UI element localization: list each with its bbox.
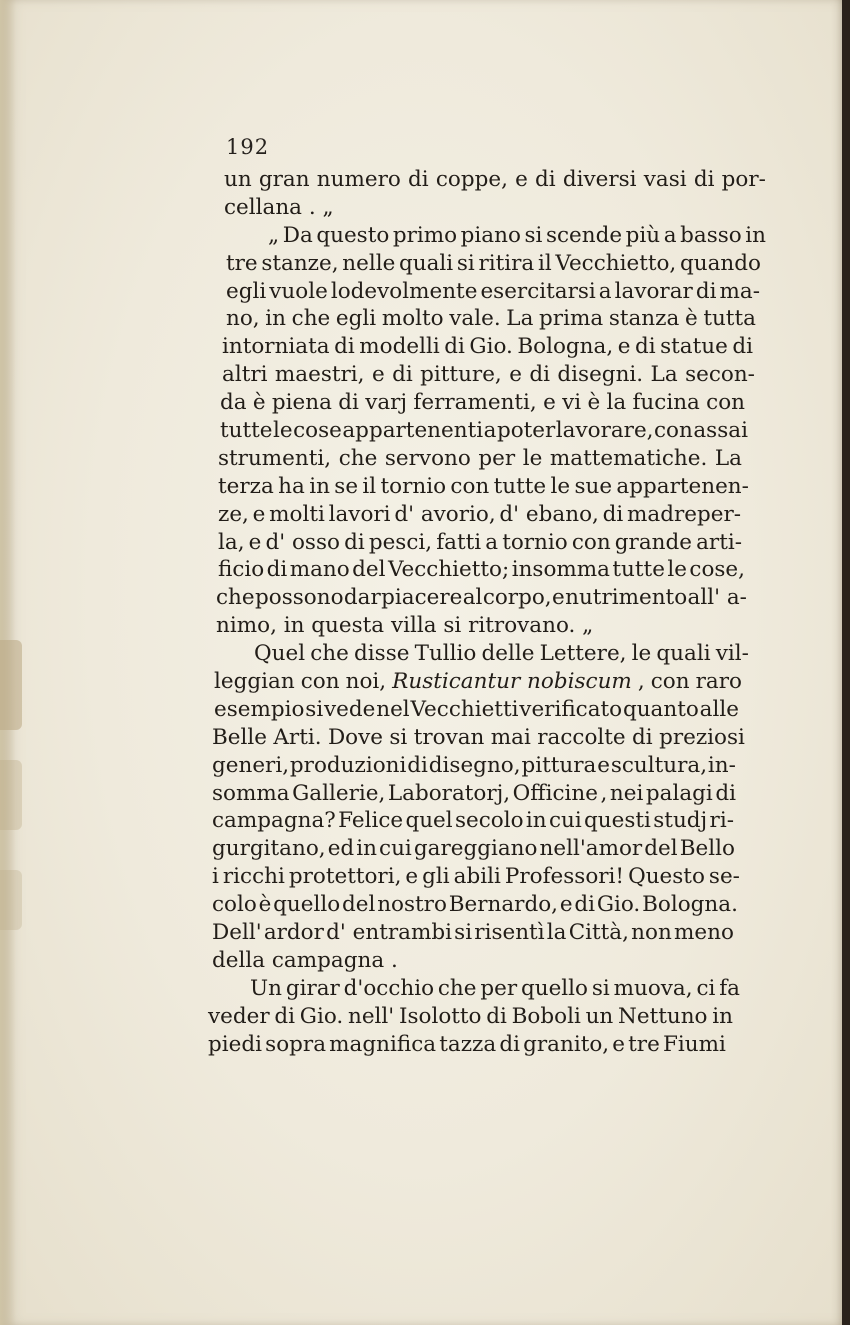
text-line: veder di Gio. nell' Isolotto di Boboli un Nettuno in <box>208 1003 733 1029</box>
text-line: Dell' ardor d' entrambi si risentì la Città, non meno <box>212 920 734 946</box>
text-line: la, e d' osso di pesci, fatti a tornio con grande arti- <box>218 529 742 555</box>
foxing-stain <box>0 760 22 830</box>
text-line: leggian con noi, Rusticantur nobiscum , con raro <box>214 669 742 695</box>
text-line: egli vuole lodevolmente esercitarsi a lavorar di ma- <box>226 278 760 304</box>
text-line: nimo, in questa villa si ritrovano. „ <box>216 613 594 639</box>
text-line: generi, produzioni di disegno, pittura e scultura, in- <box>212 752 736 778</box>
text-line: esempio si vede nel Vecchietti verificato quanto alle <box>214 696 739 722</box>
text-line: della campagna . <box>212 947 398 973</box>
body-text <box>208 166 766 1059</box>
page-number: 192 <box>226 135 270 159</box>
text-line: ze, e molti lavori d' avorio, d' ebano, di madreper- <box>218 501 741 527</box>
text-line: strumenti, che servono per le mattematiche. La <box>218 445 742 471</box>
text-line: gurgitano, ed in cui gareggiano nell'amor del Bello <box>212 836 735 862</box>
text-line: terza ha in se il tornio con tutte le sue appartenen- <box>218 473 749 499</box>
text-line: che possono dar piacere al corpo, e nutrimento all' a- <box>216 585 747 611</box>
text-line: Belle Arti. Dove si trovan mai raccolte di preziosi <box>212 724 745 750</box>
text-line: colo è quello del nostro Bernardo, e di Gio. Bologna. <box>212 892 738 918</box>
text-line: no, in che egli molto vale. La prima stanza è tutta <box>226 306 756 332</box>
foxing-stain <box>0 640 22 730</box>
text-line: ficio di mano del Vecchietto; insomma tutte le cose, <box>218 557 745 583</box>
latin-quote: Rusticantur nobiscum <box>392 669 632 695</box>
book-edge <box>842 0 850 1325</box>
text-line: cellana . „ <box>224 194 334 220</box>
text-line: altri maestri, e di pitture, e di disegni. La secon- <box>222 362 755 388</box>
foxing-stain <box>0 870 22 930</box>
text-line: somma Gallerie, Laboratorj, Officine , nei palagi di <box>212 780 736 806</box>
text-line: piedi sopra magnifica tazza di granito, e tre Fiumi <box>208 1031 726 1057</box>
text-line: i ricchi protettori, e gli abili Professori! Questo se- <box>212 864 740 890</box>
text-line: Un girar d'occhio che per quello si muova, ci fa <box>250 975 740 1001</box>
text-line: un gran numero di coppe, e di diversi vasi di por- <box>224 167 766 192</box>
text-line: da è piena di varj ferramenti, e vi è la fucina con <box>220 390 745 416</box>
text-line: campagna? Felice quel secolo in cui questi studj ri- <box>212 808 734 834</box>
text-line: „ Da questo primo piano si scende più a basso in <box>268 222 766 248</box>
text-line: Quel che disse Tullio delle Lettere, le quali vil- <box>254 641 749 667</box>
text-line: tre stanze, nelle quali si ritira il Vecchietto, quando <box>226 250 761 276</box>
text-line: tutte le cose appartenenti a poter lavorare, con assai <box>220 418 748 444</box>
text-line: intorniata di modelli di Gio. Bologna, e di statue di <box>222 334 753 360</box>
